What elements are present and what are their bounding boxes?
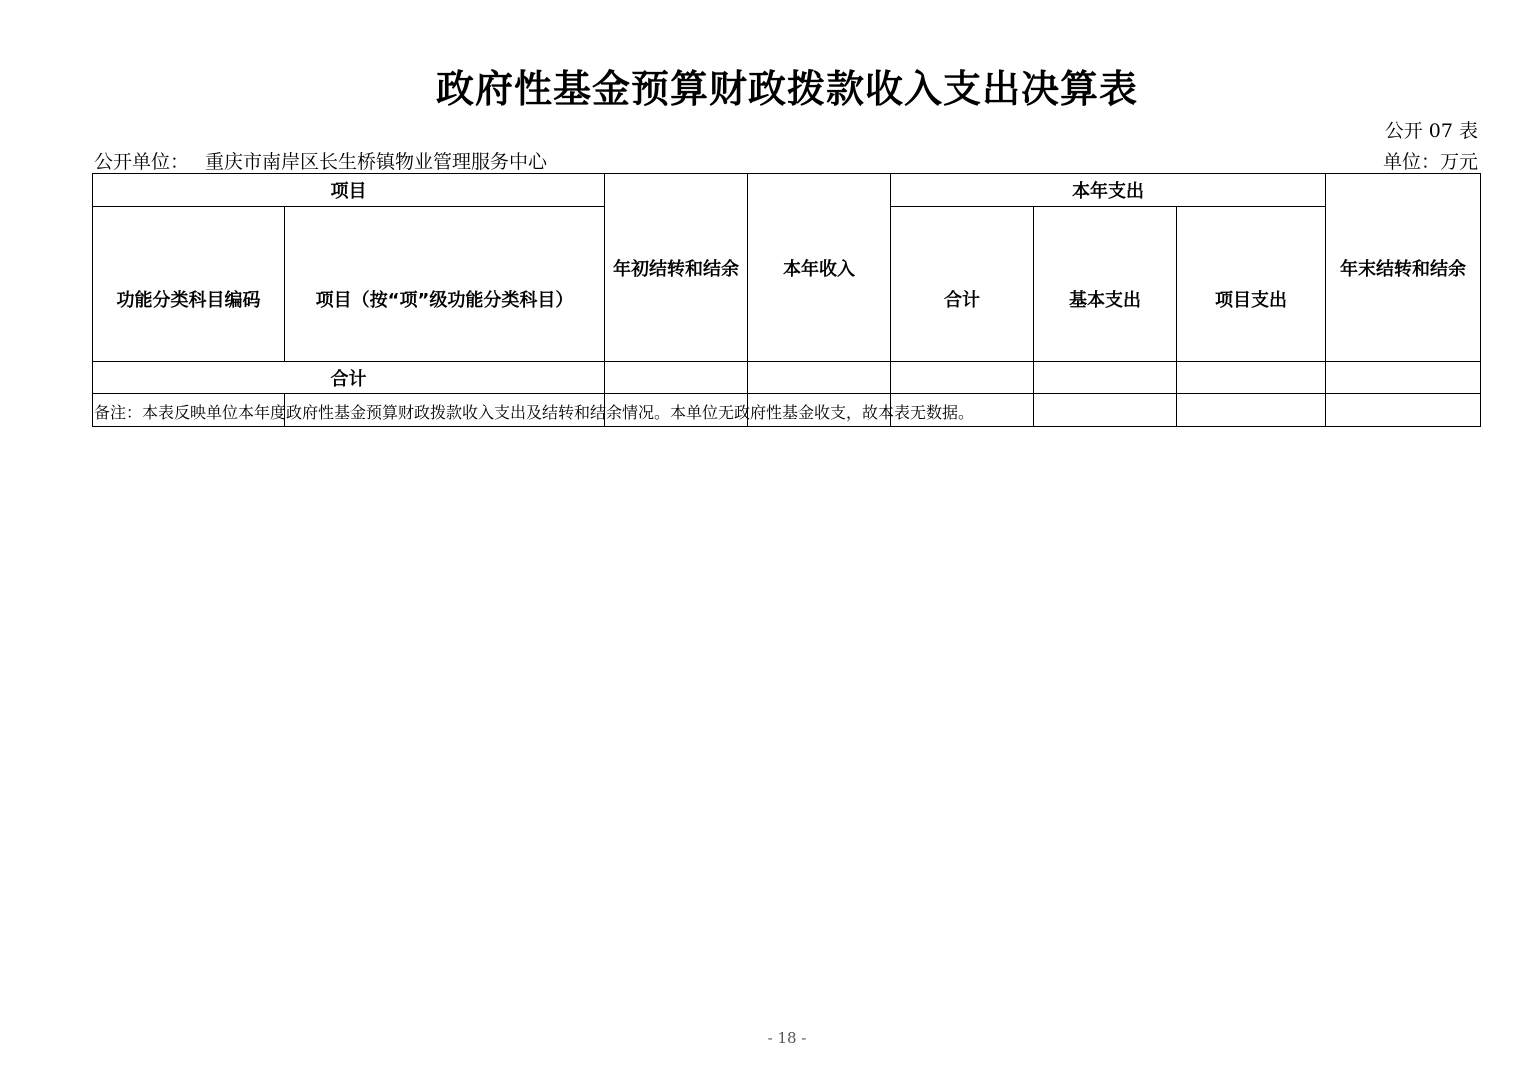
table-cell xyxy=(1034,394,1177,427)
total-row xyxy=(93,362,1481,394)
header-total: 合计 xyxy=(891,207,1034,362)
total-cell xyxy=(1034,362,1177,394)
header-income: 本年收入 xyxy=(748,174,891,362)
total-cell xyxy=(891,362,1034,394)
total-cell xyxy=(1326,362,1481,394)
header-project: 项目支出 xyxy=(1177,207,1326,362)
budget-table xyxy=(92,173,1481,427)
header-code: 功能分类科目编码 xyxy=(93,207,285,362)
unit-label: 公开单位： xyxy=(94,151,190,173)
header-begin-balance: 年初结转和结余 xyxy=(605,174,748,362)
header-item: 项目 xyxy=(93,174,605,207)
total-cell xyxy=(605,362,748,394)
header-item-name: 项目（按“项”级功能分类科目） xyxy=(285,207,605,362)
header-row-1 xyxy=(93,174,1481,207)
total-cell xyxy=(748,362,891,394)
table-cell xyxy=(1177,394,1326,427)
total-cell xyxy=(1177,362,1326,394)
unit-name: 重庆市南岸区长生桥镇物业管理服务中心 xyxy=(205,151,548,173)
header-expense: 本年支出 xyxy=(891,174,1326,207)
header-basic: 基本支出 xyxy=(1034,207,1177,362)
form-number: 公开 07 表 xyxy=(1384,120,1478,142)
total-row-label: 合计 xyxy=(93,362,605,394)
table-cell xyxy=(1326,394,1481,427)
page-number: - 18 - xyxy=(767,1029,807,1047)
unit-info xyxy=(94,147,547,174)
table-note: 备注：本表反映单位本年度政府性基金预算财政拨款收入支出及结转和结余情况。本单位无政府性基金收支，故本表无数据。 xyxy=(94,403,975,422)
page-title: 政府性基金预算财政拨款收入支出决算表 xyxy=(435,67,1138,111)
header-end-balance: 年末结转和结余 xyxy=(1326,174,1481,362)
currency-unit: 单位：万元 xyxy=(1382,151,1478,173)
